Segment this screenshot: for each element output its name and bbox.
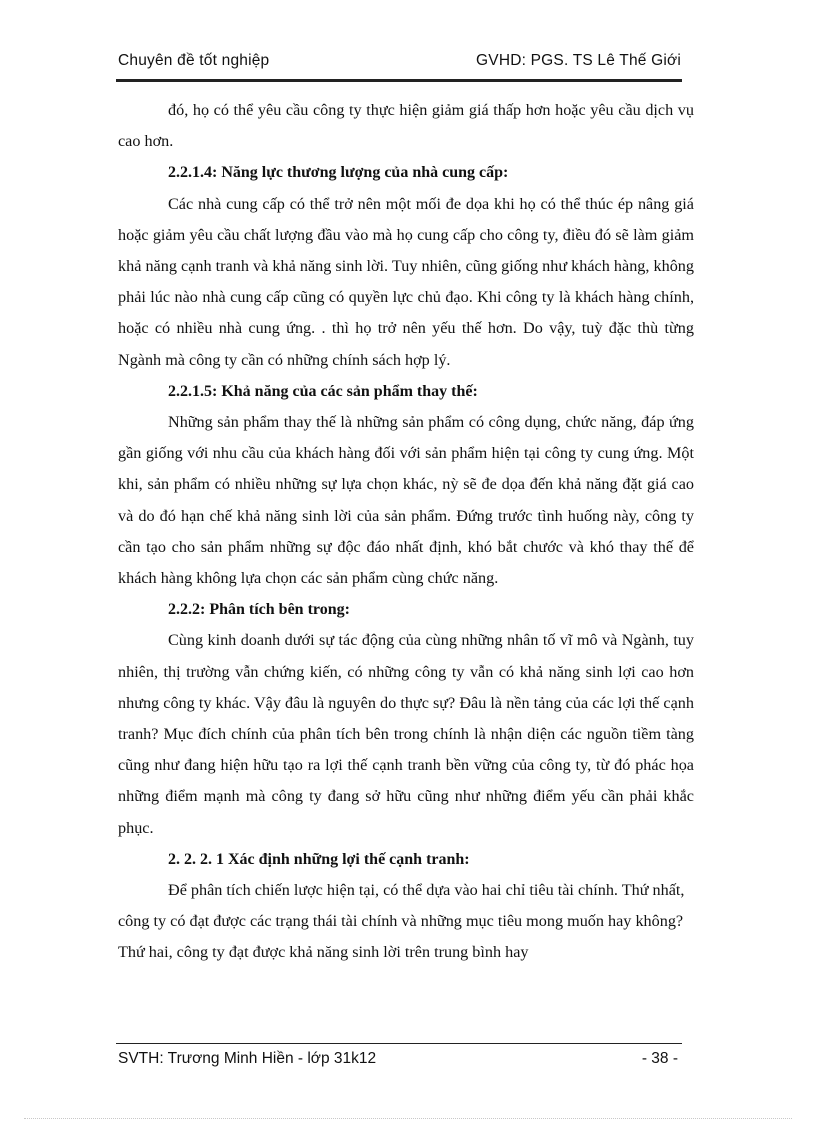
header-title: Chuyên đề tốt nghiệp [118,52,270,69]
page-header [118,52,681,82]
footer-rule [116,1043,682,1044]
heading-2215: 2.2.1.5: Khả năng của các sản phẩm thay thế: [168,382,478,400]
page-edge-dotted-line [24,1118,792,1119]
heading-2221: 2. 2. 2. 1 Xác định những lợi thế cạnh tranh: [168,850,470,868]
page-number: - 38 - [641,1050,678,1067]
paragraph-2221: Để phân tích chiến lược hiện tại, có thể dựa vào hai chỉ tiêu tài chính. Thứ nhất, công ty có đạt được các trạng thái tài chính và những mục tiêu mong muốn hay không? Thứ hai, công ty đạt được khả năng sinh lời trên trung bình hay [118,881,685,962]
paragraph-intro: đó, họ có thể yêu cầu công ty thực hiện giảm giá thấp hơn hoặc yêu cầu dịch vụ cao hơn. [118,101,694,151]
paragraph-2214: Các nhà cung cấp có thể trở nên một mối đe dọa khi họ có thể thúc ép nâng giá hoặc giảm yêu cầu chất lượng đầu vào mà họ cung cấp cho công ty, điều đó sẽ làm giảm khả năng cạnh tranh và khả năng sinh lời. Tuy nhiên, cũng giống như khách hàng, không phải lúc nào nhà cung cấp cũng có quyền lực chủ đạo. Khi công ty là khách hàng chính, hoặc có nhiều nhà cung ứng. . thì họ trở nên yếu thế hơn. Do vậy, tuỳ đặc thù từng Ngành mà công ty cần có những chính sách hợp lý. [118,194,694,369]
footer-author: SVTH: Trương Minh Hiền - lớp 31k12 [118,1050,377,1067]
heading-2214: 2.2.1.4: Năng lực thương lượng của nhà cung cấp: [168,164,509,182]
header-advisor: GVHD: PGS. TS Lê Thế Giới [476,52,681,69]
paragraph-222: Cùng kinh doanh dưới sự tác động của cùng những nhân tố vĩ mô và Ngành, tuy nhiên, thị trường vẫn chứng kiến, có những công ty vẫn có khả năng sinh lợi cao hơn nhưng công ty khác. Vậy đâu là nguyên do thực sự? Đâu là nền tảng của các lợi thế cạnh tranh? Mục đích chính của phân tích bên trong chính là nhận diện các nguồn tiềm tàng cũng như đang hiện hữu tạo ra lợi thế cạnh tranh bền vững của công ty, từ đó phác họa những điểm mạnh mà công ty đang sở hữu cũng như những điểm yếu cần phải khắc phục. [118,631,694,837]
header-rule [116,79,682,82]
document-body [118,95,694,969]
page-footer [118,1050,678,1074]
heading-222: 2.2.2: Phân tích bên trong: [168,601,350,619]
paragraph-2215: Những sản phẩm thay thế là những sản phẩm có công dụng, chức năng, đáp ứng gần giống với nhu cầu của khách hàng đối với sản phẩm hiện tại công ty cung ứng. Một khi, sản phẩm có nhiều những sự lựa chọn khác, nỳ sẽ đe dọa đến khả năng đặt giá cao và do đó hạn chế khả năng sinh lời của sản phẩm. Đứng trước tình huống này, công ty cần tạo cho sản phẩm những sự độc đáo nhất định, khó bắt chước và khó thay thế để khách hàng không lựa chọn các sản phẩm cùng chức năng. [118,413,694,588]
